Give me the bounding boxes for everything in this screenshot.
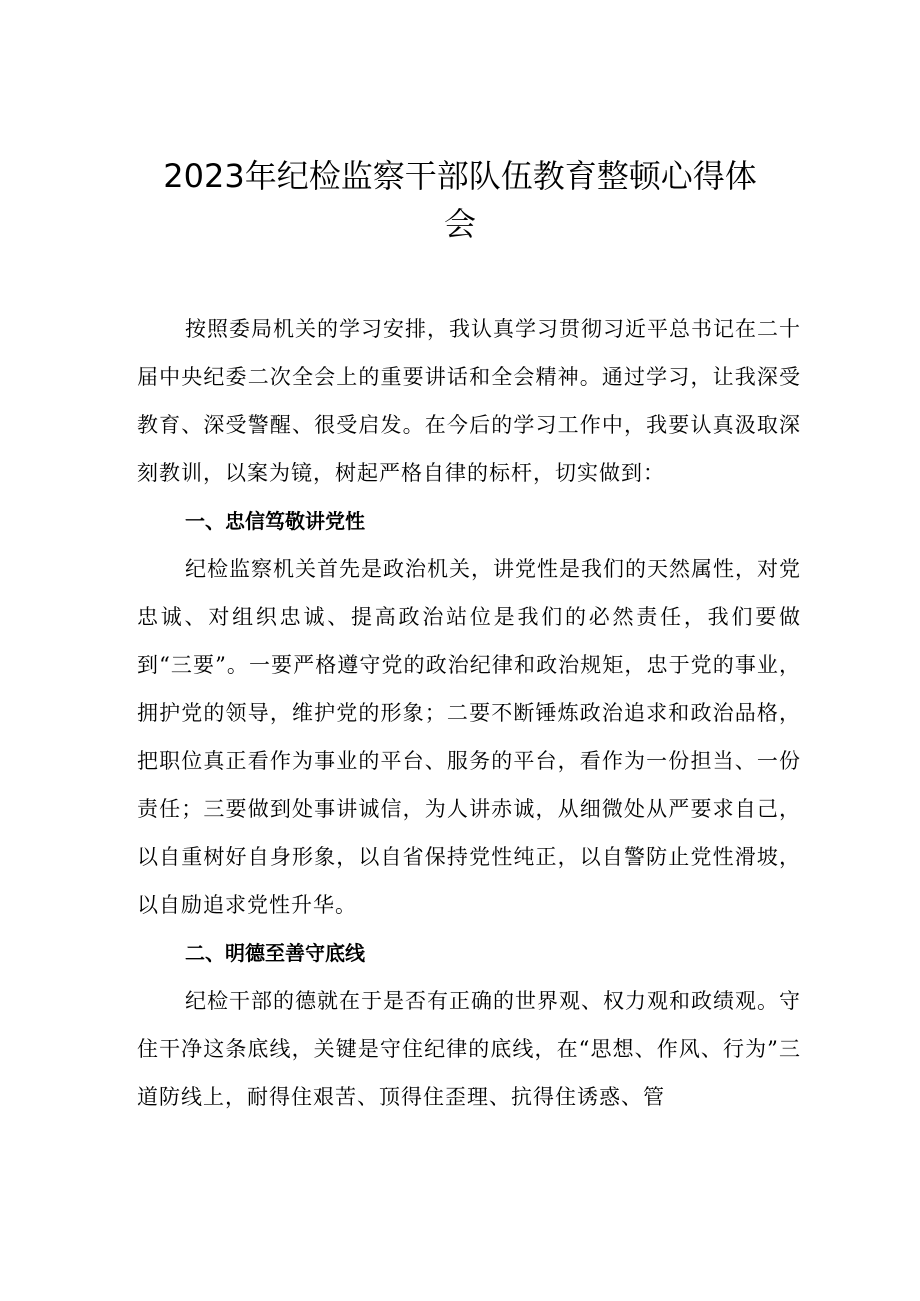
section-paragraph-2: 纪检干部的德就在于是否有正确的世界观、权力观和政绩观。守住干净这条底线，关键是守住纪律的底线，在“思想、作风、行为”三道防线上，耐得住艰苦、顶得住歪理、抗得住诱惑、管	[137, 989, 801, 1109]
section-paragraph-1: 纪检监察机关首先是政治机关，讲党性是我们的天然属性，对党忠诚、对组织忠诚、提高政治站位是我们的必然责任，我们要做到“三要”。一要严格遵守党的政治纪律和政治规矩，忠于党的事业，拥护党的领导，维护党的形象；二要不断锤炼政治追求和政治品格，把职位真正看作为事业的平台、服务的平台，看作为一份担当、一份责任；三要做到处事讲诚信，为人讲赤诚，从细微处从严要求自己，以自重树好自身形象，以自省保持党性纯正，以自警防止党性滑坡，以自励追求党性升华。	[137, 557, 801, 917]
section-heading-1: 一、忠信笃敬讲党性	[185, 509, 365, 533]
title-line-1: 2023年纪检监察干部队伍教育整顿心得体	[163, 157, 757, 195]
section-heading-2: 二、明德至善守底线	[185, 941, 365, 965]
document-body	[137, 305, 801, 1121]
intro-paragraph: 按照委局机关的学习安排，我认真学习贯彻习近平总书记在二十届中央纪委二次全会上的重要讲话和全会精神。通过学习，让我深受教育、深受警醒、很受启发。在今后的学习工作中，我要认真汲取深刻教训，以案为镜，树起严格自律的标杆，切实做到：	[137, 317, 801, 485]
document-title	[120, 152, 800, 248]
title-line-2: 会	[443, 205, 476, 243]
